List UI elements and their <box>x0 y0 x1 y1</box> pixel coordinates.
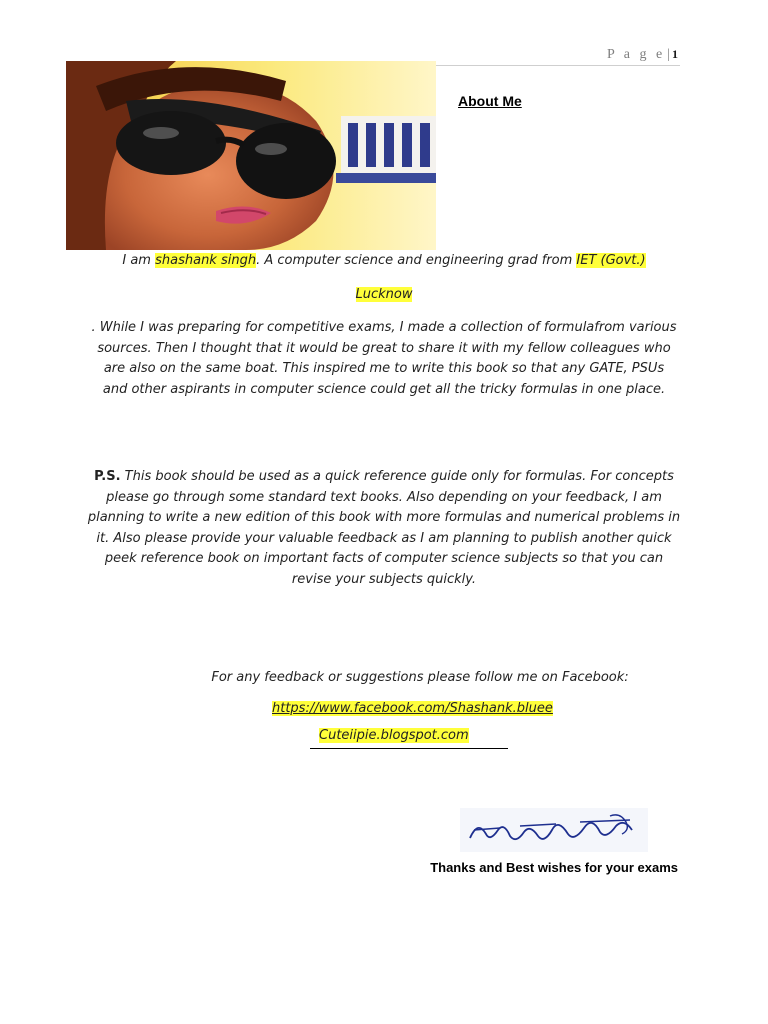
intro-middle: . A computer science and engineering grad from <box>256 253 577 268</box>
page-separator: | <box>667 47 670 62</box>
about-me-heading: About Me <box>458 93 522 109</box>
intro-sentence <box>70 251 698 272</box>
page-number-label <box>607 47 678 63</box>
closing-thanks: Thanks and Best wishes for your exams <box>430 860 678 875</box>
link-underline-rule <box>310 748 508 749</box>
intro-prefix: I am <box>122 253 156 268</box>
facebook-link[interactable]: https://www.facebook.com/Shashank.bluee <box>272 701 553 716</box>
page-number: 1 <box>672 47 678 61</box>
motivation-paragraph: . While I was preparing for competitive exams, I made a collection of formulafrom various sources. Then I thought that it would be great to share it with my fellow colleagues who are also on the same boat. This inspired me to write this book so that any GATE, PSUs and other aspirants in computer science could get all the tricky formulas in one place. <box>91 320 677 397</box>
feedback-sentence: For any feedback or suggestions please follow me on Facebook: <box>211 670 629 685</box>
ps-paragraph <box>84 467 684 590</box>
ps-text: This book should be used as a quick reference guide only for formulas. For concepts please go through some standard text books. Also depending on your feedback, I am planning to write a new edition of this book with more formulas and numerical problems in it. Also please provide your valuable feedback as I am planning to publish another quick peek reference book on important facts of computer science subjects so that you can revise your subjects quickly. <box>87 469 681 587</box>
signature-image <box>460 808 648 852</box>
blog-link[interactable]: Cuteiipie.blogspot.com <box>319 728 469 743</box>
institute-highlight: IET (Govt.) <box>576 253 646 268</box>
page-word: P a g e <box>606 47 666 62</box>
author-photo <box>66 61 436 250</box>
ps-label: P.S. <box>94 469 121 484</box>
author-name-highlight: shashank singh <box>155 253 257 268</box>
city-line <box>70 285 698 306</box>
city-highlight: Lucknow <box>355 287 413 302</box>
